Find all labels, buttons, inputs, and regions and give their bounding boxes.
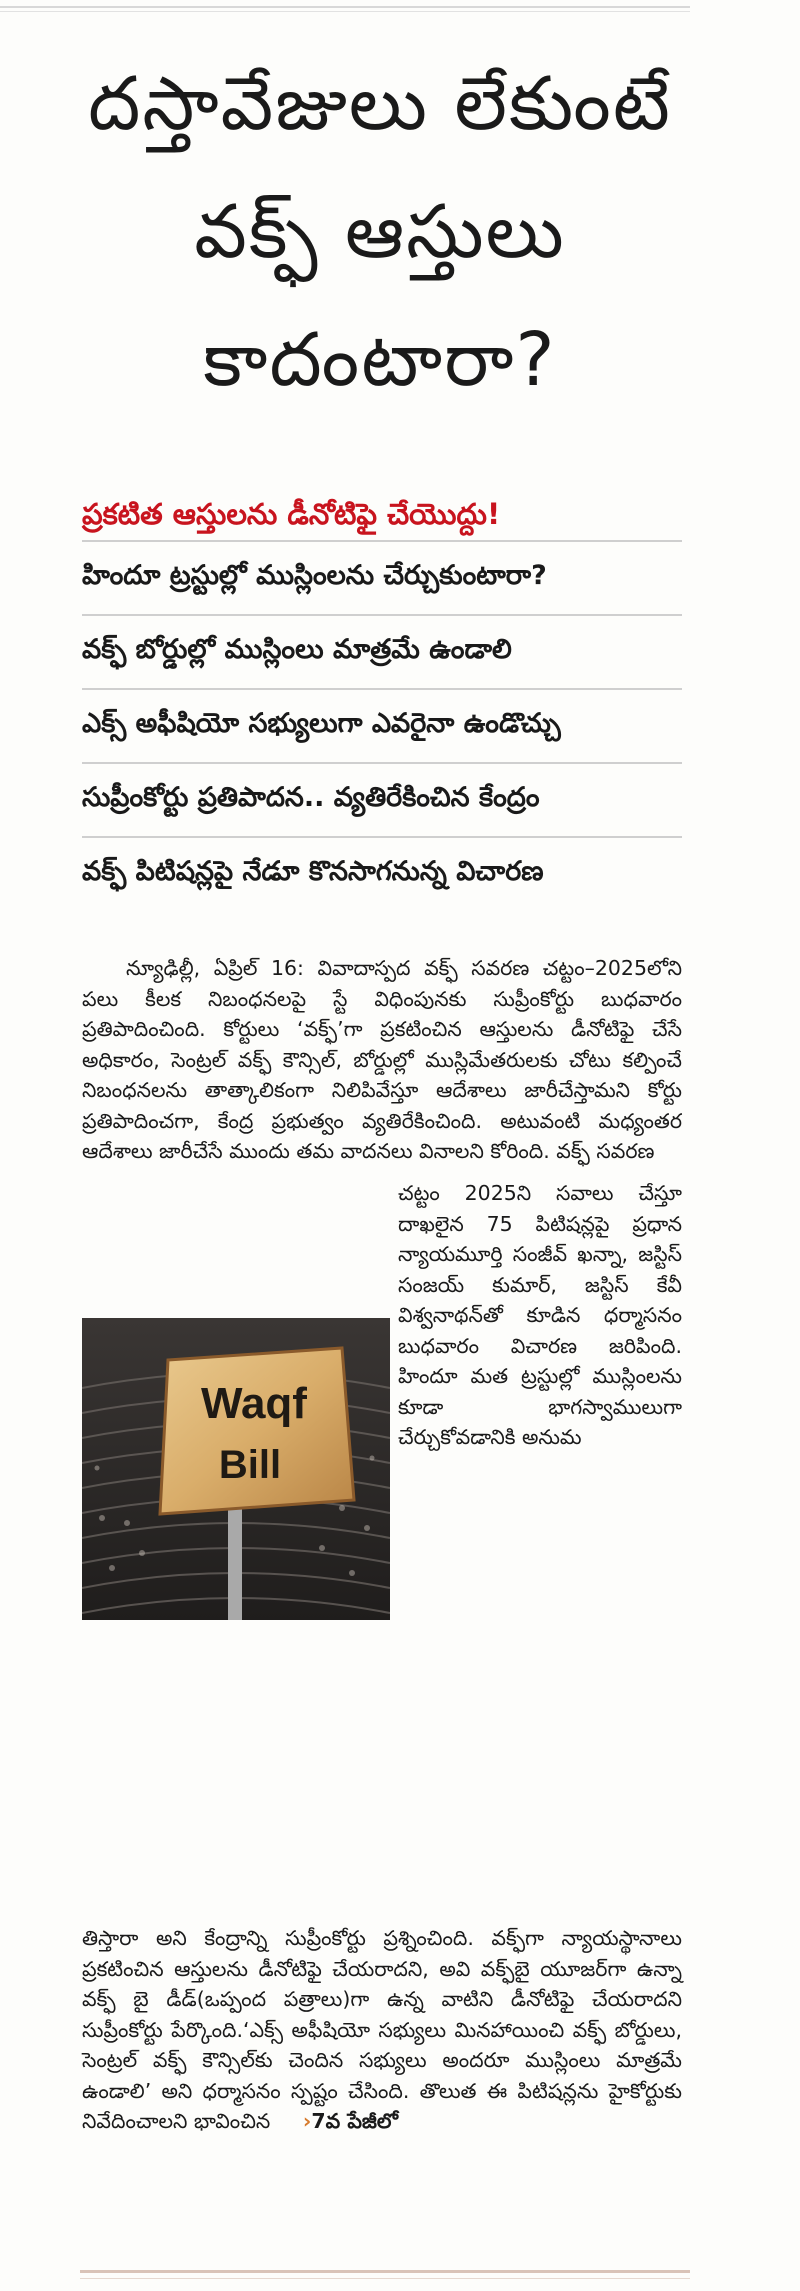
sign-text-bill: Bill [218, 1443, 282, 1487]
photo-illustration [82, 1318, 390, 1620]
body-paragraph-beside-photo: చట్టం 2025ని సవాలు చేస్తూ దాఖలైన 75 పిటిషన్లపై ప్రధాన న్యాయమూర్తి సంజీవ్ ఖన్నా, జస్టిస్ సంజయ్ కుమార్, జస్టిస్ కేవీ విశ్వనాథన్‌తో కూడిన ధర్మాసనం బుధవారం విచారణ జరిపింది. హిందూ మత ట్రస్టుల్లో ముస్లింలను కూడా భాగస్వాములుగా చేర్చుకోవడానికి అనుమ [398, 1181, 682, 1449]
subheading-item: హిందూ ట్రస్టుల్లో ముస్లింలను చేర్చుకుంటారా? [82, 540, 682, 614]
top-rule [0, 6, 690, 8]
top-rule-thin [0, 11, 690, 12]
continued-on-page-link[interactable] [277, 2109, 398, 2133]
wooden-sign-board [160, 1348, 354, 1514]
subheading-item: వక్ఫ్ పిటిషన్లపై నేడూ కొనసాగనున్న విచారణ [82, 836, 682, 910]
subheading-list [82, 540, 682, 910]
headline [70, 40, 690, 424]
red-subheading: ప్రకటిత ఆస్తులను డీనోటిఫై చేయొద్దు! [82, 497, 501, 531]
continue-page-label: 7వ పేజీలో [311, 2109, 398, 2133]
headline-line-3: కాదంటారా? [203, 317, 557, 403]
subheading-item: సుప్రీంకోర్టు ప్రతిపాదన.. వ్యతిరేకించిన కేంద్రం [82, 762, 682, 836]
subheading-item: వక్ఫ్ బోర్డుల్లో ముస్లింలు మాత్రమే ఉండాలి [82, 614, 682, 688]
article-body-beside-photo [398, 1178, 682, 1453]
body-paragraph-bottom: తిస్తారా అని కేంద్రాన్ని సుప్రీంకోర్టు ప్రశ్నించింది. వక్ఫ్‌గా న్యాయస్థానాలు ప్రకటించిన ఆస్తులను డీనోటిఫై చేయరాదని, అవి వక్ఫ్‌బై యూజర్‌గా ఉన్నా వక్ఫ్ బై డీడ్(ఒప్పంద పత్రాలు)గా ఉన్న వాటిని డీనోటిఫై చేయరాదని సుప్రీంకోర్టు పేర్కొంది.‘ఎక్స్ అఫీషియో సభ్యులు మినహాయించి వక్ఫ్ బోర్డులు, సెంట్రల్ వక్ఫ్ కౌన్సిల్‌కు చెందిన సభ్యులు అందరూ ముస్లింలు మాత్రమే ఉండాలి’ అని ధర్మాసనం స్పష్టం చేసింది. తొలుత ఈ పిటిషన్లను హైకోర్టుకు నివేదించాలని భావించిన [82, 1926, 682, 2133]
waqf-bill-photo [82, 1318, 390, 1620]
body-paragraph-intro: న్యూఢిల్లీ, ఏప్రిల్ 16: వివాదాస్పద వక్ఫ్ సవరణ చట్టం–2025లోని పలు కీలక నిబంధనలపై స్టే విధింపునకు సుప్రీంకోర్టు బుధవారం ప్రతిపాదించింది. కోర్టులు ‘వక్ఫ్’గా ప్రకటించిన ఆస్తులను డీనోటిఫై చేసే అధికారం, సెంట్రల్ వక్ఫ్ కౌన్సిల్, బోర్డుల్లో ముస్లిమేతరులకు చోటు కల్పించే నిబంధనలను తాత్కాలికంగా నిలిపివేస్తూ ఆదేశాలు జారీచేస్తామని కోర్టు ప్రతిపాదించగా, కేంద్ర ప్రభుత్వం వ్యతిరేకించింది. అటువంటి మధ్యంతర ఆదేశాలు జారీచేసే ముందు తమ వాదనలు వినాలని కోరింది. వక్ఫ్ సవరణ [82, 956, 682, 1163]
bottom-rule-thin [80, 2278, 690, 2279]
article-body-bottom [82, 1923, 682, 2137]
subheading-item: ఎక్స్ అఫీషియో సభ్యులుగా ఎవరైనా ఉండొచ్చు [82, 688, 682, 762]
article-body-top [82, 953, 682, 1167]
sign-text-waqf: Waqf [201, 1379, 307, 1428]
continue-arrow-icon: › [302, 2109, 312, 2133]
bottom-rule [80, 2270, 690, 2273]
headline-line-1: దస్తావేజులు లేకుంటే [88, 61, 672, 147]
headline-line-2: వక్ఫ్ ఆస్తులు [194, 189, 566, 275]
